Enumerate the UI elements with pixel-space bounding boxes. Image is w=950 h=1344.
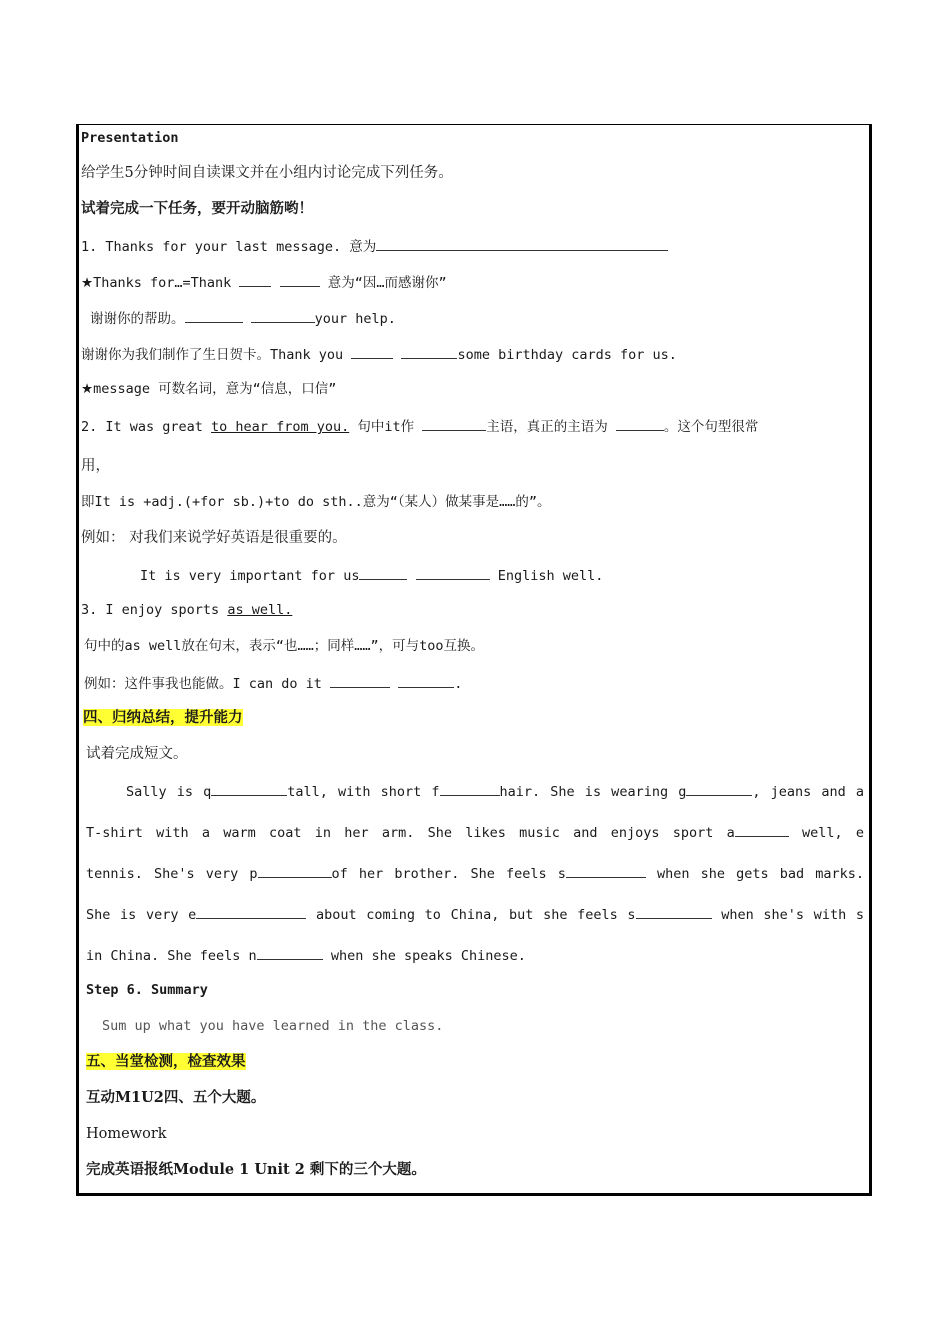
blank[interactable] <box>258 863 332 878</box>
note-1 <box>81 272 447 292</box>
item-2-continued: 用， <box>81 458 110 474</box>
intro-text: 给学生5分钟时间自读课文并在小组内讨论完成下列任务。 <box>81 165 453 181</box>
example-2-zh: 谢谢你为我们制作了生日贺卡。Thank you <box>81 347 344 363</box>
passage-text: T-shirt with a warm coat in her arm. She likes music and enjoys sport a <box>86 825 735 841</box>
item-1-text: 1. Thanks for your last message. 意为 <box>81 239 377 255</box>
blank[interactable] <box>566 863 646 878</box>
blank[interactable] <box>185 308 243 323</box>
passage-row-3 <box>86 863 864 883</box>
blank[interactable] <box>440 781 500 796</box>
section-5-heading <box>86 1053 246 1071</box>
example-1 <box>90 308 396 328</box>
note-1-a: Thanks for…=Thank <box>93 275 232 291</box>
blank[interactable] <box>257 945 323 960</box>
passage-text: when she's with s <box>711 907 864 923</box>
blank[interactable] <box>416 565 490 580</box>
step-6-text: Sum up what you have learned in the class. <box>102 1018 444 1034</box>
item-1 <box>81 236 668 256</box>
homework-label: Homework <box>86 1126 167 1142</box>
section-5-title: 五、当堂检测，检查效果 <box>86 1053 246 1070</box>
passage-text: well, e <box>788 825 864 841</box>
blank[interactable] <box>330 673 390 688</box>
example-2 <box>81 344 677 364</box>
section-4-prompt: 试着完成短文。 <box>86 746 188 762</box>
item-2-a: 2. It was great <box>81 419 212 435</box>
item-3 <box>81 601 292 619</box>
passage-text: hair. She is wearing g <box>499 784 687 800</box>
blank[interactable] <box>422 416 486 431</box>
passage-text: of her brother. She feels s <box>331 866 566 882</box>
blank[interactable] <box>280 272 320 287</box>
item-2-english <box>140 565 603 585</box>
note-2 <box>81 380 336 398</box>
item-2-english-b: English well. <box>497 568 604 584</box>
passage-row-1 <box>86 781 864 801</box>
blank[interactable] <box>351 344 393 359</box>
item-2-rule: 即It is +adj.(+for sb.)+to do sth..意为“（某人）做某事是……的”。 <box>81 494 551 510</box>
blank[interactable] <box>359 565 407 580</box>
item-3-a: 3. I enjoy sports <box>81 602 228 618</box>
item-3-note: 句中的as well放在句末，表示“也……；同样……”，可与too互换。 <box>84 638 485 654</box>
blank[interactable] <box>401 344 457 359</box>
star-icon: ★ <box>81 381 94 397</box>
item-2-underlined: to hear from you. <box>211 419 350 435</box>
passage-text: She is very e <box>86 907 197 923</box>
note-1-b: 意为“因…而感谢你” <box>327 275 447 291</box>
passage-row-4 <box>86 904 864 924</box>
example-1-en: your help. <box>314 311 396 327</box>
passage-row-2 <box>86 822 864 842</box>
section-4-heading <box>83 709 243 727</box>
item-2-c: 主语，真正的主语为 <box>486 419 608 435</box>
blank[interactable] <box>251 308 315 323</box>
step-6-heading: Step 6. Summary <box>86 982 208 998</box>
example-1-zh: 谢谢你的帮助。 <box>90 311 185 327</box>
passage-text: in China. She feels n <box>86 948 257 964</box>
item-2 <box>81 416 758 436</box>
blank[interactable] <box>211 781 287 796</box>
blank[interactable] <box>398 673 454 688</box>
heading-presentation: Presentation <box>81 130 179 146</box>
item-2-b: 句中it作 <box>349 419 415 435</box>
star-icon: ★ <box>81 275 94 291</box>
homework-task: 完成英语报纸Module 1 Unit 2 剩下的三个大题。 <box>86 1161 426 1178</box>
passage-row-5 <box>86 945 864 965</box>
passage-text: when she gets bad marks. <box>645 866 864 882</box>
blank[interactable] <box>616 416 664 431</box>
passage-text: , jeans and a <box>752 784 864 800</box>
passage-text: tennis. She's very p <box>86 866 258 882</box>
blank[interactable] <box>376 236 668 251</box>
section-4-title: 四、归纳总结，提升能力 <box>83 709 243 726</box>
example-2-en: some birthday cards for us. <box>457 347 677 363</box>
blank[interactable] <box>636 904 712 919</box>
item-3-example <box>84 673 462 693</box>
section-5-task: 互动M1U2四、五个大题。 <box>86 1089 266 1106</box>
blank[interactable] <box>239 272 271 287</box>
item-3-example-b: . <box>454 676 463 692</box>
passage-text: Sally is q <box>126 784 212 800</box>
item-3-underlined: as well. <box>227 602 293 618</box>
blank[interactable] <box>196 904 306 919</box>
item-3-example-a: 例如：这件事我也能做。I can do it <box>84 676 322 692</box>
blank[interactable] <box>735 822 789 837</box>
passage-text: about coming to China, but she feels s <box>306 907 636 923</box>
blank[interactable] <box>686 781 752 796</box>
passage-text: when she speaks Chinese. <box>322 948 526 964</box>
note-2-text: message 可数名词，意为“信息，口信” <box>93 381 337 397</box>
item-2-d: 。这个句型很常 <box>663 419 759 435</box>
item-2-example: 例如： 对我们来说学好英语是很重要的。 <box>81 530 347 546</box>
task-prompt: 试着完成一下任务，要开动脑筋哟！ <box>81 200 313 217</box>
passage-text: tall, with short f <box>287 784 440 800</box>
item-2-english-a: It is very important for us <box>140 568 360 584</box>
